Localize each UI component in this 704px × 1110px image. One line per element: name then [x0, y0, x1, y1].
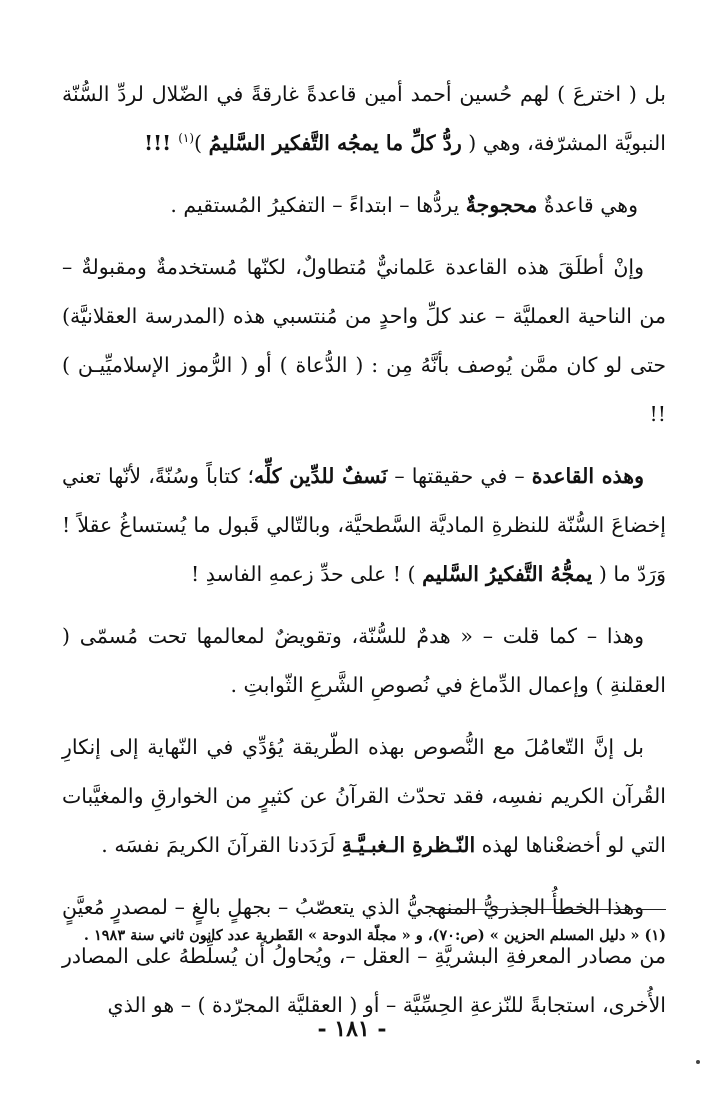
footnote-divider — [430, 909, 666, 910]
paragraph-1-emphasis: ردُّ كلِّ ما يمجُه التَّفكير السَّليمُ — [208, 131, 462, 155]
paragraph-2-rest: يردُّها – ابتداءً – التفكيرُ المُستقيم . — [170, 193, 466, 217]
paragraph-3: وإنْ أطلَقَ هذه القاعدة عَلمانيٌّ مُتطاولٌ، لكنّها مُستخدمةٌ ومقبولةٌ – من الناحية العمليَّة – عند كلِّ واحدٍ من مُنتسبي هذه (المدرسة العقلانيَّة) حتى لو كان ممَّن يُوصف بأنَّهُ مِن : ( الدُّعاة ) أو ( الرُّموز الإسلاميِّيـن ) !! — [62, 255, 666, 426]
footnote-ref: (١) — [178, 131, 195, 146]
paragraph-5: وهذا – كما قلت – « هدمٌ للسُّنّة، وتقويضٌ لمعالمها تحت مُسمّى ( العقلنةِ ) وإعمال الدِّماغ في نُصوصِ الشَّرعِ الثّوابتِ . — [62, 624, 666, 697]
paragraph-1-close: ) — [194, 131, 209, 155]
paragraph-4-lead: وهذه القاعدة — [531, 464, 645, 488]
paragraph-1-text: بل ( اخترعَ ) لهم حُسين أحمد أمين قاعدةً غارقةً في الضّلال لردِّ السُّنّة النبويَّة المشرّفة، وهي ( — [62, 82, 666, 155]
paragraph-6-end: لَرَدَدنا القرآنَ الكريمَ نفسَه . — [101, 833, 342, 857]
paragraph-6-text: بل إنَّ التّعامُلَ مع النُّصوص بهذه الطّريقة يُؤدِّي في النّهاية إلى إنكارِ القُرآن الكريم نفسِه، فقد تحدّث القرآنُ عن كثيرٍ من الخوارقِ والمغيَّبات التي لو أخضعْناها لهذه — [62, 735, 666, 857]
paragraph-1 — [62, 70, 666, 168]
paragraph-1-exclaim: !!! — [144, 131, 179, 155]
paragraph-2-emphasis: محجوجةٌ — [465, 193, 538, 217]
footnote: (١) « دليل المسلم الحزين » (ص:٧٠)، و « مجلّة الدوحة » القَطرية عدد كانون ثاني سنة ١٩٨٣ . — [83, 927, 666, 944]
paragraph-2 — [62, 181, 666, 230]
paragraph-4 — [62, 452, 666, 599]
paragraph-4-end: ) ! على حدِّ زعمهِ الفاسدِ ! — [190, 562, 423, 586]
scan-speck — [696, 1060, 700, 1064]
paragraph-4-emphasis: نَسفٌ للدِّين كلِّه — [253, 464, 388, 488]
page-number: - ١٨١ - — [317, 1016, 387, 1042]
paragraph-7: وهذا الخطأُ الجذريُّ المنهجيُّ الذي يتعصّبُ – بجهلٍ بالغٍ – لمصدرٍ مُعيَّنٍ من مصادر المعرفةِ البشريَّةِ – العقل –، ويُحاولُ أن يُسلِّطهُ على المصادر الأُخرى، استجابةً للنّزعةِ الحِسِّيَّة – أو ( العقليَّة المجرّدة ) – هو الذي — [62, 895, 666, 1017]
paragraph-6 — [62, 723, 666, 870]
paragraph-2-text: وهي قاعدةٌ — [537, 193, 638, 217]
main-text — [62, 70, 666, 1043]
paragraph-4-emphasis-2: يمجُّهُ التَّفكيرُ السَّليم — [422, 562, 593, 586]
paragraph-6-emphasis: النّـظرةِ الـغبـيَّـةِ — [341, 833, 476, 857]
paragraph-4-aside: – في حقيقتها – — [387, 464, 532, 488]
paragraph-4-text: ؛ كتاباً وسُنّةً، لأنّها تعني إخضاعَ السُّنّة للنظرةِ الماديَّة السَّطحيَّة، وبالتّالي قَبول ما يُستساغُ عقلاً ! وَرَدّ ما ( — [62, 464, 666, 586]
